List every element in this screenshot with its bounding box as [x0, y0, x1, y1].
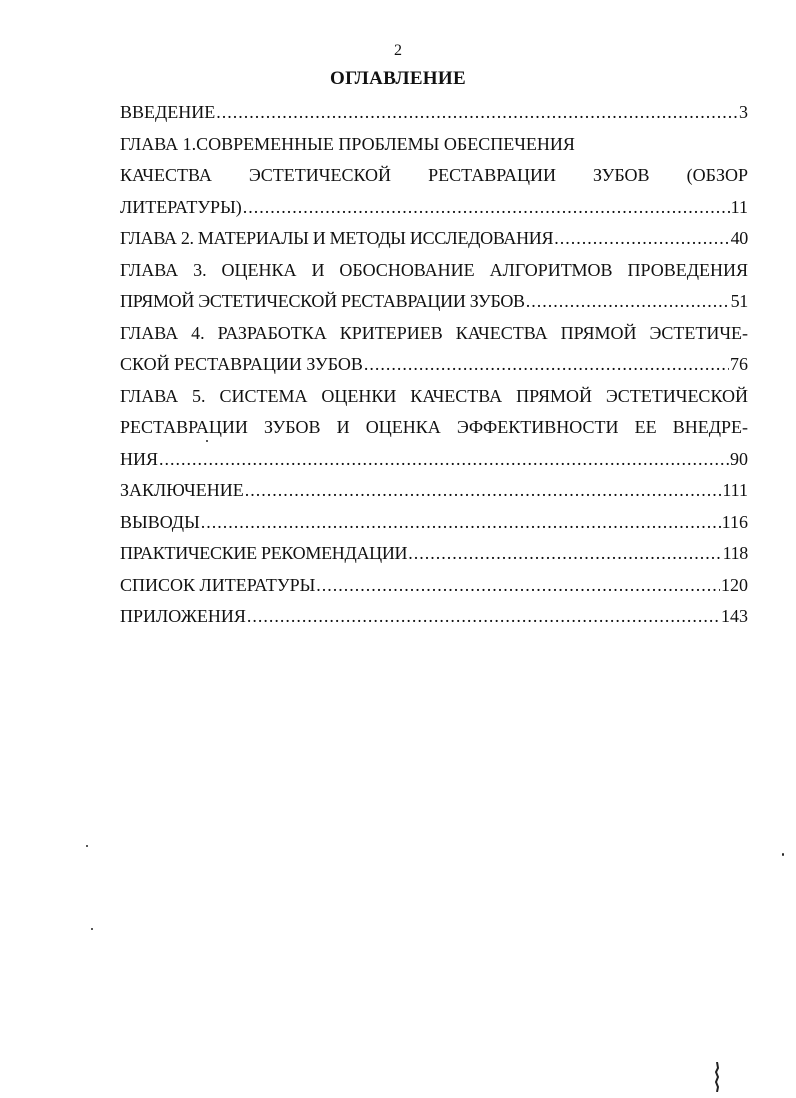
table-of-contents	[120, 97, 748, 633]
toc-entry-recommendations[interactable]	[120, 538, 748, 570]
toc-entry-page: 11	[730, 196, 748, 217]
toc-entry-page: 40	[730, 228, 748, 248]
toc-entry-page: 118	[722, 543, 748, 563]
toc-entry-label: ГЛАВА 3. ОЦЕНКА И ОБОСНОВАНИЕ АЛГОРИТМОВ ПРОВЕДЕНИЯ	[120, 259, 748, 280]
toc-entry-label: КАЧЕСТВА ЭСТЕТИЧЕСКОЙ РЕСТАВРАЦИИ ЗУБОВ (ОБЗОР	[120, 165, 748, 185]
dot-leader	[201, 507, 721, 539]
scan-speck	[206, 440, 208, 442]
toc-entry-page: 90	[730, 448, 748, 469]
toc-entry-chapter5-line2[interactable]	[120, 412, 748, 444]
toc-entry-page: 76	[730, 354, 748, 374]
dot-leader	[245, 475, 722, 507]
toc-entry-chapter1-line2[interactable]	[120, 160, 748, 192]
toc-entry-label: ПРЯМОЙ ЭСТЕТИЧЕСКОЙ РЕСТАВРАЦИИ ЗУБОВ	[120, 291, 525, 311]
toc-entry-chapter1-line3[interactable]	[120, 192, 748, 224]
toc-entry-label: СПИСОК ЛИТЕРАТУРЫ	[120, 574, 316, 595]
toc-entry-label: ВВЕДЕНИЕ	[120, 102, 216, 122]
toc-entry-page: 120	[721, 574, 748, 595]
toc-entry-page: 111	[722, 480, 748, 500]
dot-leader	[316, 570, 720, 602]
dot-leader	[216, 97, 738, 129]
toc-entry-label: СКОЙ РЕСТАВРАЦИИ ЗУБОВ	[120, 354, 363, 374]
scan-speck	[86, 845, 88, 847]
toc-entry-conclusion[interactable]	[120, 475, 748, 507]
toc-entry-label: РЕСТАВРАЦИИ ЗУБОВ И ОЦЕНКА ЭФФЕКТИВНОСТИ ЕЕ ВНЕДРЕ-	[120, 417, 748, 437]
dot-leader	[526, 286, 730, 318]
toc-entry-chapter4-line2[interactable]	[120, 349, 748, 381]
toc-entry-label: ГЛАВА 5. СИСТЕМА ОЦЕНКИ КАЧЕСТВА ПРЯМОЙ ЭСТЕТИЧЕСКОЙ	[120, 385, 748, 406]
scan-speck	[91, 928, 93, 930]
toc-entry-chapter4-line1[interactable]	[120, 318, 748, 350]
toc-entry-references[interactable]	[120, 570, 748, 602]
toc-entry-label: ПРИЛОЖЕНИЯ	[120, 606, 246, 626]
toc-entry-chapter3-line1[interactable]	[120, 255, 748, 287]
toc-entry-chapter2[interactable]	[120, 223, 748, 255]
page-number: 2	[394, 42, 402, 59]
toc-entry-label: ГЛАВА 1.СОВРЕМЕННЫЕ ПРОБЛЕМЫ ОБЕСПЕЧЕНИЯ	[120, 133, 575, 154]
toc-entry-page: 3	[739, 102, 748, 122]
toc-entry-findings[interactable]	[120, 507, 748, 539]
toc-entry-chapter3-line2[interactable]	[120, 286, 748, 318]
toc-entry-label: ПРАКТИЧЕСКИЕ РЕКОМЕНДАЦИИ	[120, 543, 408, 563]
scan-speck	[782, 853, 784, 856]
toc-entry-label: ГЛАВА 2. МАТЕРИАЛЫ И МЕТОДЫ ИССЛЕДОВАНИЯ	[120, 228, 554, 248]
toc-entry-label: ГЛАВА 4. РАЗРАБОТКА КРИТЕРИЕВ КАЧЕСТВА ПРЯМОЙ ЭСТЕТИЧЕ-	[120, 322, 748, 343]
toc-entry-label: ЗАКЛЮЧЕНИЕ	[120, 480, 244, 500]
scan-mark-icon	[714, 1062, 720, 1092]
dot-leader	[408, 538, 721, 570]
toc-entry-page: 51	[730, 291, 748, 311]
dot-leader	[243, 192, 730, 224]
toc-entry-intro[interactable]	[120, 97, 748, 129]
dot-leader	[364, 349, 729, 381]
toc-entry-page: 143	[721, 606, 748, 626]
toc-entry-chapter5-line1[interactable]	[120, 381, 748, 413]
toc-entry-appendices[interactable]	[120, 601, 748, 633]
toc-entry-label: ЛИТЕРАТУРЫ)	[120, 196, 242, 217]
toc-entry-page: 116	[721, 511, 748, 532]
page-title: ОГЛАВЛЕНИЕ	[330, 68, 466, 89]
toc-entry-label: ВЫВОДЫ	[120, 511, 200, 532]
dot-leader	[159, 444, 729, 476]
toc-entry-label: НИЯ	[120, 448, 159, 469]
dot-leader	[247, 601, 720, 633]
toc-entry-chapter5-line3[interactable]	[120, 444, 748, 476]
dot-leader	[554, 223, 729, 255]
toc-entry-chapter1-line1[interactable]	[120, 129, 748, 161]
